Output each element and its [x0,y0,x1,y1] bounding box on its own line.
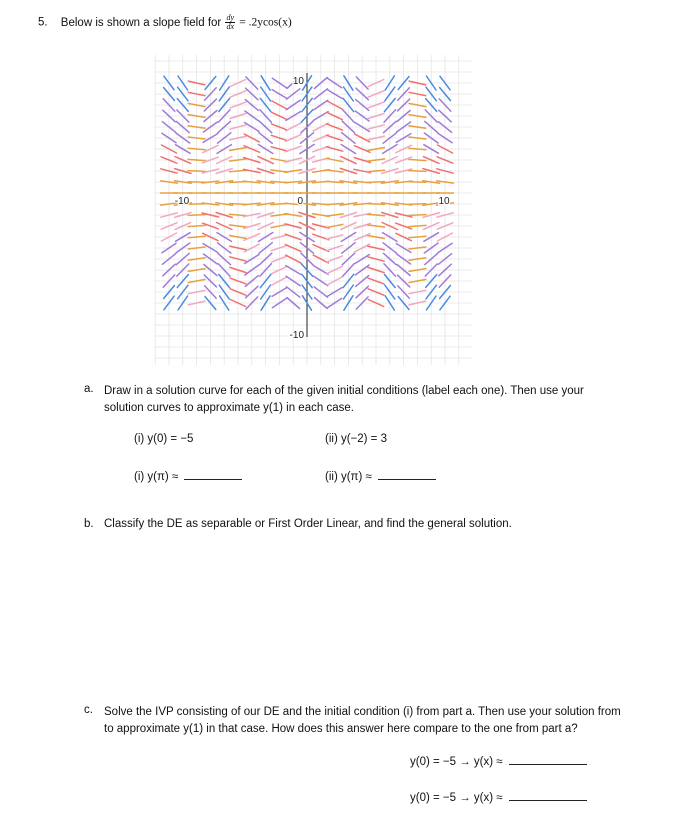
slope-segment [409,159,426,160]
approx-i-blank[interactable] [184,470,242,480]
condition-i: (i) y(0) = −5 [134,433,194,445]
answer-1-label: y(0) = −5 → y(x) ≈ [410,756,503,768]
approx-i-row [134,470,242,483]
approx-ii-blank[interactable] [378,470,436,480]
problem-equation: = .2ycos(x) [239,16,292,29]
slope-segment [409,236,426,238]
part-c-line1: Solve the IVP consisting of our DE and the initial condition (i) from part a. Then use your solution from [104,706,621,718]
derivative-fraction [225,14,235,31]
slope-segment [368,204,385,205]
approx-ii-row [325,470,436,483]
slope-segment [368,170,385,172]
fraction-denominator: dx [226,22,235,31]
part-a-letter: a. [84,383,94,395]
slope-segment [188,171,205,172]
x-axis-right-label: 10 [438,196,450,207]
slope-segment [188,137,205,139]
part-a-line2: solution curves to approximate y(1) in each case. [104,402,354,414]
origin-label: 0 [297,196,303,207]
slope-segment [188,225,205,226]
slope-segment [326,181,343,182]
y-axis-top-label: 10 [292,76,304,87]
slope-segment [188,247,205,249]
part-b-instructions: Classify the DE as separable or First Order Linear, and find the general solution. [104,518,512,530]
slope-segment [230,214,247,216]
answer-2-label: y(0) = −5 → y(x) ≈ [410,792,503,804]
slope-segment [409,247,426,249]
approx-i-label: (i) y(π) ≈ [134,471,179,483]
part-b-letter: b. [84,518,94,530]
part-c-line2: to approximate y(1) in that case. How does this answer here compare to the one from part a? [104,723,578,735]
slope-segment [230,170,247,172]
condition-ii: (ii) y(−2) = 3 [325,433,387,445]
part-c-letter: c. [84,704,93,716]
answer-row-1 [410,755,587,768]
slope-segment [188,159,205,160]
y-axis-bottom-label: -10 [289,330,304,341]
slope-segment [409,225,426,226]
slope-segment [188,236,205,238]
slope-segment [409,171,426,172]
problem-number: 5. [38,16,48,29]
fraction-numerator: dy [226,13,235,22]
slope-segment [368,214,385,216]
slope-segment [368,182,385,183]
slope-segment [326,203,343,204]
part-a-line1: Draw in a solution curve for each of the given initial conditions (label each one). Then use your [104,385,584,397]
slope-segment [409,137,426,139]
slope-segment [409,148,426,150]
approx-ii-label: (ii) y(π) ≈ [325,471,372,483]
answer-1-blank[interactable] [509,755,587,765]
plot-grid [154,55,472,365]
slope-segment [188,215,205,216]
x-axis-left-label: -10 [174,196,190,207]
answer-row-2 [410,791,587,804]
part-a-instructions [104,383,664,417]
slope-segment [409,215,426,216]
slope-field-plot [154,55,472,365]
problem-prompt: Below is shown a slope field for [60,16,222,29]
part-c-instructions [104,704,674,738]
slope-segment [188,148,205,150]
problem-header [38,14,292,31]
answer-2-blank[interactable] [509,791,587,801]
